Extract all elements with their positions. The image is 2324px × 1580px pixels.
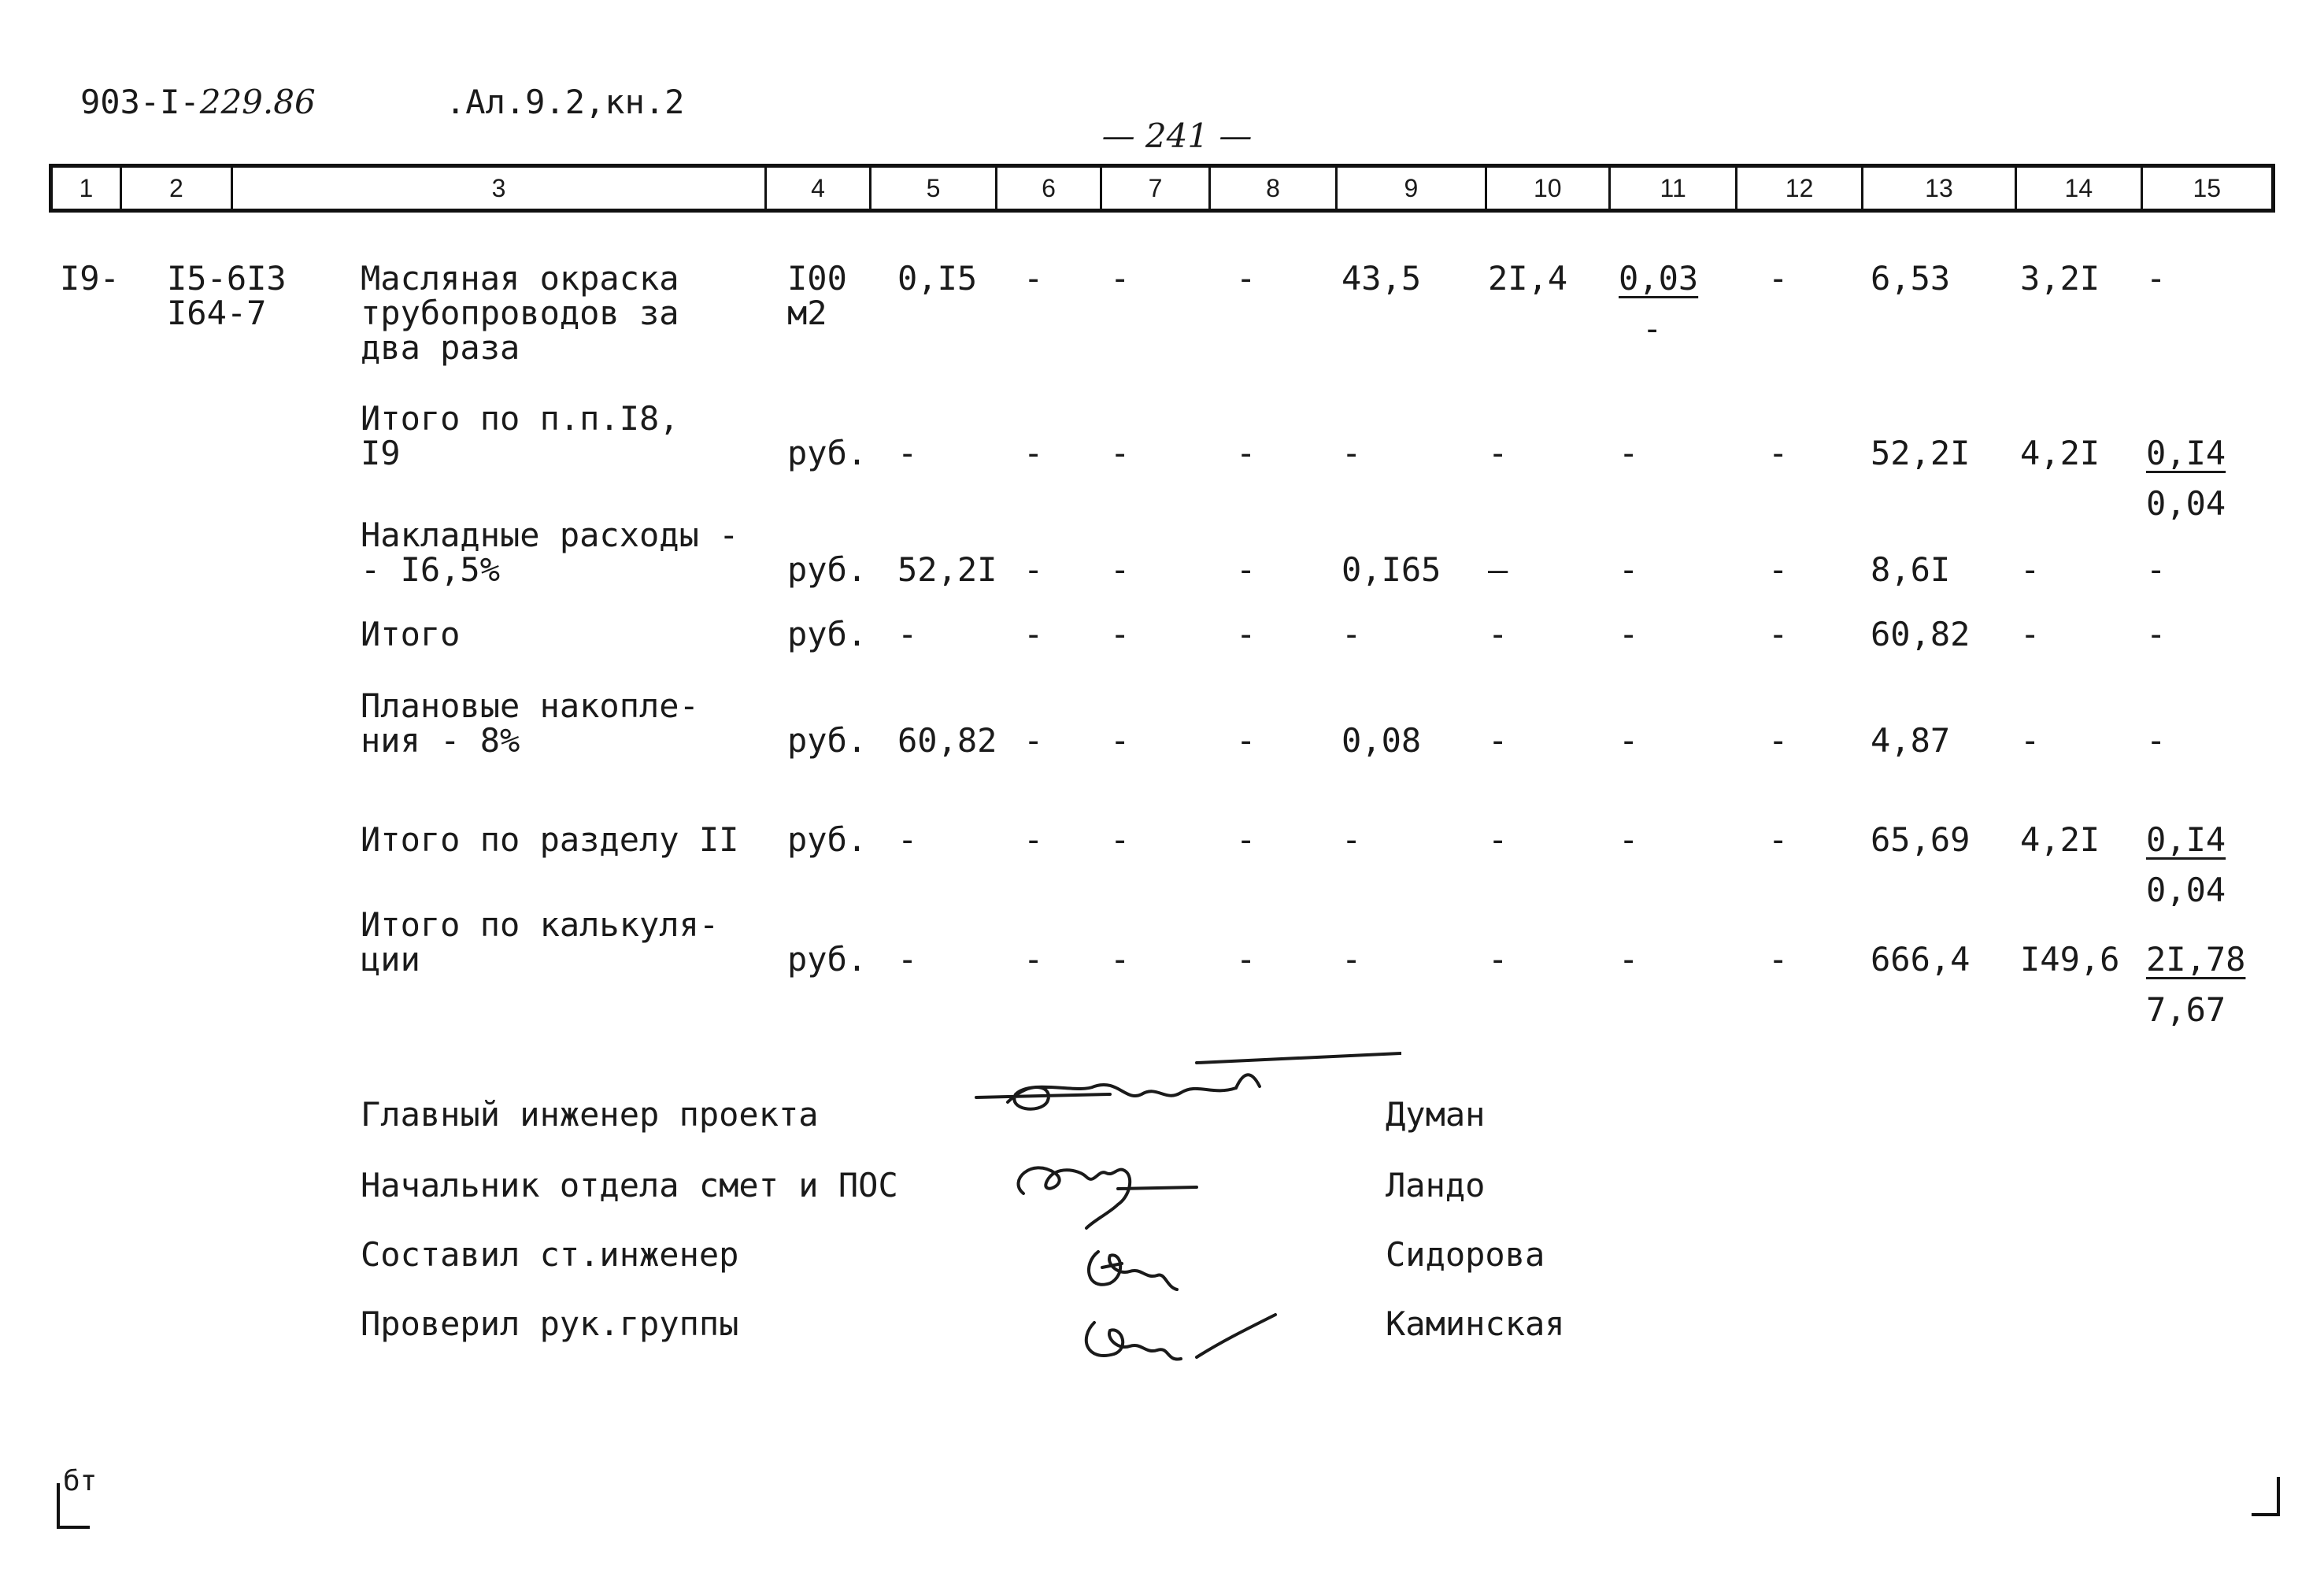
row-2-col-5: - [897,434,918,472]
row-1-col-3-line-2: трубопроводов за [361,294,679,332]
row-1-col-11-denominator: - [1642,309,1663,348]
row-5-col-11: - [1619,721,1639,760]
signature-4-scribble [1086,1315,1275,1360]
column-header-1: 1 [53,168,122,209]
signature-2-scribble [1019,1167,1197,1228]
column-header-10: 10 [1487,168,1611,209]
row-1-col-2-line-1: I5-6I3 [167,259,287,298]
corner-stamp [52,1465,99,1532]
crop-mark-vertical [2277,1477,2280,1516]
document-code [80,85,316,120]
row-5-col-6: - [1023,721,1044,760]
row-7-col-3-line-2: ции [361,940,420,979]
row-3-col-5: 52,2I [897,550,997,589]
row-2-col-7: - [1110,434,1131,472]
row-3-col-11: - [1619,550,1639,589]
row-6-col-9: - [1341,820,1362,859]
column-header-2: 2 [122,168,234,209]
row-4-col-4: руб. [787,615,868,653]
row-6-col-10: - [1488,820,1508,859]
row-1-col-4-line-1: I00 [787,259,847,298]
signature-role-1: Главный инженер проекта [361,1095,819,1134]
row-7-col-13: 666,4 [1871,940,1971,979]
row-1-col-2-line-2: I64-7 [167,294,267,332]
row-2-col-6: - [1023,434,1044,472]
corner-stamp-horizontal-line [57,1526,90,1529]
row-6-col-8: - [1236,820,1256,859]
row-2-col-12: - [1768,434,1789,472]
row-7-col-15: 2I,78 [2146,940,2246,979]
row-7-col-8: - [1236,940,1256,979]
row-1-col-4-line-2: м2 [787,294,827,332]
document-code-printed: 903-I- [80,83,200,121]
row-4-col-9: - [1341,615,1362,653]
document-code-handwritten: 229.86 [199,83,316,121]
column-header-4: 4 [767,168,872,209]
row-2-col-11: - [1619,434,1639,472]
page-number: — 241 — [1101,117,1253,155]
row-1-col-3-line-3: два раза [361,328,520,367]
row-4-col-12: - [1768,615,1789,653]
row-5-col-14: - [2020,721,2041,760]
column-header-11: 11 [1611,168,1737,209]
row-4-col-11: - [1619,615,1639,653]
row-3-col-3-line-1: Накладные расходы - [361,516,739,554]
row-5-col-5: 60,82 [897,721,997,760]
row-1-col-7: - [1110,259,1131,298]
row-6-col-4: руб. [787,820,868,859]
row-5-col-7: - [1110,721,1131,760]
row-4-col-6: - [1023,615,1044,653]
row-2-col-15: 0,I4 [2146,434,2226,472]
row-6-col-15: 0,I4 [2146,820,2226,859]
row-4-col-7: - [1110,615,1131,653]
column-header-3: 3 [233,168,767,209]
row-6-col-3-line-1: Итого по разделу II [361,820,739,859]
signature-role-4: Проверил рук.группы [361,1304,739,1343]
row-7-col-4: руб. [787,940,868,979]
row-1-col-6: - [1023,259,1044,298]
row-3-col-12: - [1768,550,1789,589]
row-1-col-10: 2I,4 [1488,259,1568,298]
row-5-col-3-line-2: ния - 8% [361,721,520,760]
signature-name-4: Каминская [1386,1304,1565,1343]
row-1-col-12: - [1768,259,1789,298]
signature-role-2: Начальник отдела смет и ПОС [361,1166,898,1204]
row-6-col-5: - [897,820,918,859]
row-2-col-3-line-1: Итого по п.п.I8, [361,399,679,438]
row-6-col-6: - [1023,820,1044,859]
signature-name-2: Ландо [1386,1166,1486,1204]
row-3-col-7: - [1110,550,1131,589]
row-5-col-4: руб. [787,721,868,760]
row-1-col-8: - [1236,259,1256,298]
row-2-col-3-line-2: I9 [361,434,401,472]
signature-name-3: Сидорова [1386,1235,1545,1274]
column-header-12: 12 [1737,168,1863,209]
row-7-col-12: - [1768,940,1789,979]
sheet-reference: .Ал.9.2,кн.2 [446,83,685,121]
row-5-col-8: - [1236,721,1256,760]
column-header-row [49,164,2275,213]
row-7-col-11: - [1619,940,1639,979]
row-5-col-9: 0,08 [1341,721,1422,760]
row-6-col-14: 4,2I [2020,820,2100,859]
row-1-col-14: 3,2I [2020,259,2100,298]
row-1-col-15: - [2146,259,2167,298]
row-1-col-3-line-1: Масляная окраска [361,259,679,298]
handwritten-signatures-graphic [960,1039,1401,1370]
row-4-col-14: - [2020,615,2041,653]
row-1-col-13: 6,53 [1871,259,1951,298]
row-7-col-6: - [1023,940,1044,979]
row-1-col-1: I9- [60,259,120,298]
row-2-col-9: - [1341,434,1362,472]
row-7-col-14: I49,6 [2020,940,2120,979]
row-6-col-12: - [1768,820,1789,859]
row-6-col-13: 65,69 [1871,820,1971,859]
row-5-col-12: - [1768,721,1789,760]
signature-role-3: Составил ст.инженер [361,1235,739,1274]
column-header-8: 8 [1211,168,1338,209]
row-5-col-13: 4,87 [1871,721,1951,760]
column-header-15: 15 [2193,173,2222,202]
column-header-6: 6 [997,168,1103,209]
row-4-col-5: - [897,615,918,653]
row-3-col-3-line-2: - I6,5% [361,550,501,589]
row-2-col-15-denominator: 0,04 [2146,484,2226,523]
row-7-col-7: - [1110,940,1131,979]
row-2-col-8: - [1236,434,1256,472]
row-2-col-10: - [1488,434,1508,472]
row-3-col-6: - [1023,550,1044,589]
corner-stamp-text: бт [63,1465,98,1497]
row-3-col-10: — [1488,550,1508,589]
row-3-col-15: - [2146,550,2167,589]
crop-mark-horizontal [2252,1513,2280,1516]
row-5-col-3-line-1: Плановые накопле- [361,686,699,725]
row-5-col-15: - [2146,721,2167,760]
row-3-col-13: 8,6I [1871,550,1951,589]
row-6-col-15-denominator: 0,04 [2146,871,2226,909]
row-6-col-11: - [1619,820,1639,859]
row-4-col-10: - [1488,615,1508,653]
row-1-col-5: 0,I5 [897,259,978,298]
column-header-14: 14 [2017,168,2142,209]
row-3-col-4: руб. [787,550,868,589]
row-2-col-4: руб. [787,434,868,472]
row-4-col-13: 60,82 [1871,615,1971,653]
row-6-col-7: - [1110,820,1131,859]
row-7-col-9: - [1341,940,1362,979]
column-header-13: 13 [1863,168,2017,209]
row-7-col-10: - [1488,940,1508,979]
signature-1-scribble [976,1053,1401,1109]
signature-3-scribble [1089,1252,1177,1290]
row-1-col-11: 0,03 [1619,259,1699,298]
column-header-9: 9 [1338,168,1486,209]
row-5-col-10: - [1488,721,1508,760]
row-3-col-14: - [2020,550,2041,589]
row-2-col-14: 4,2I [2020,434,2100,472]
row-4-col-3-line-1: Итого [361,615,461,653]
row-4-col-15: - [2146,615,2167,653]
row-4-col-8: - [1236,615,1256,653]
row-1-col-9: 43,5 [1341,259,1422,298]
column-header-7: 7 [1102,168,1211,209]
row-2-col-13: 52,2I [1871,434,1971,472]
crop-mark-bottom-right [2248,1477,2280,1516]
row-7-col-5: - [897,940,918,979]
row-7-col-15-denominator: 7,67 [2146,990,2226,1029]
column-header-5: 5 [872,168,997,209]
row-7-col-3-line-1: Итого по калькуля- [361,905,720,944]
row-3-col-8: - [1236,550,1256,589]
corner-stamp-vertical-line [57,1483,60,1529]
row-3-col-9: 0,I65 [1341,550,1441,589]
signature-name-1: Думан [1386,1095,1486,1134]
